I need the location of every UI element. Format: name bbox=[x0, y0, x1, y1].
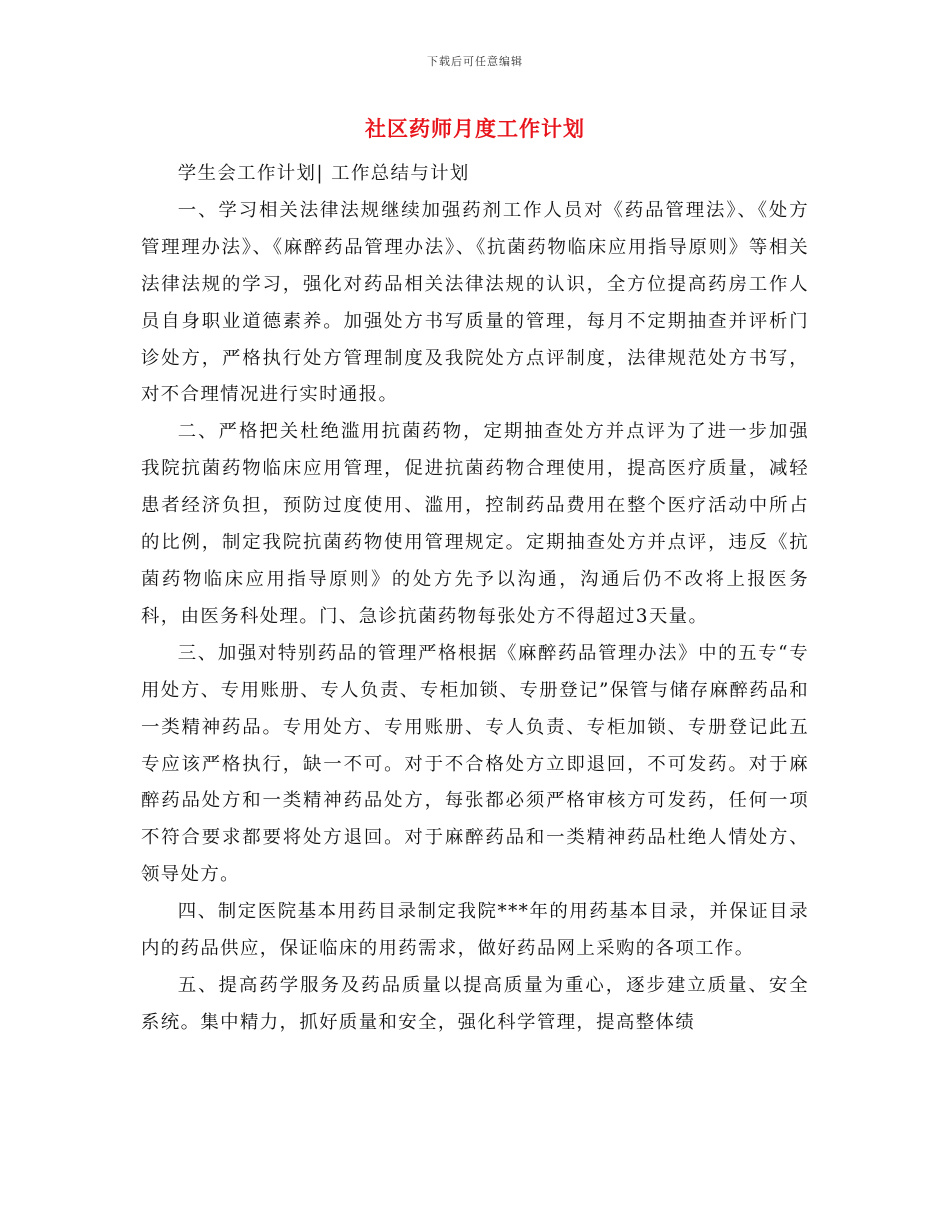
paragraph-category: 学生会工作计划| 工作总结与计划 bbox=[177, 163, 470, 184]
paragraph-3: 三、加强对特别药品的管理严格根据《麻醉药品管理办法》中的五专“专用处方、专用账册、专人负责、专柜加锁、专册登记”保管与储存麻醉药品和一类精神药品。专用处方、专用账册、专人负责、专柜加锁、专册登记此五专应该严格执行，缺一不可。对于不合格处方立即退回，不可发药。对于麻醉药品处方和一类精神药品处方，每张都必须严格审核方可发药，任何一项不符合要求都要将处方退回。对于麻醉药品和一类精神药品杜绝人情处方、领导处方。 bbox=[141, 642, 809, 886]
document-body bbox=[141, 156, 809, 1042]
document-title: 社区药师月度工作计划 bbox=[365, 116, 585, 141]
paragraph-5: 五、提高药学服务及药品质量以提高质量为重心，逐步建立质量、安全系统。集中精力，抓好质量和安全，强化科学管理，提高整体绩 bbox=[141, 974, 809, 1033]
header-note: 下载后可任意编辑 bbox=[427, 55, 523, 68]
paragraph-2: 二、严格把关杜绝滥用抗菌药物，定期抽查处方并点评为了进一步加强我院抗菌药物临床应用管理，促进抗菌药物合理使用，提高医疗质量，减轻患者经济负担，预防过度使用、滥用，控制药品费用在整个医疗活动中所占的比例，制定我院抗菌药物使用管理规定。定期抽查处方并点评，违反《抗菌药物临床应用指导原则》的处方先予以沟通，沟通后仍不改将上报医务科，由医务科处理。门、急诊抗菌药物每张处方不得超过3天量。 bbox=[141, 421, 809, 627]
paragraph-4: 四、制定医院基本用药目录制定我院***年的用药基本目录，并保证目录内的药品供应，保证临床的用药需求，做好药品网上采购的各项工作。 bbox=[141, 901, 809, 960]
paragraph-1: 一、学习相关法律法规继续加强药剂工作人员对《药品管理法》、《处方管理理办法》、《麻醉药品管理办法》、《抗菌药物临床应用指导原则》等相关法律法规的学习，强化对药品相关法律法规的认识，全方位提高药房工作人员自身职业道德素养。加强处方书写质量的管理，每月不定期抽查并评析门诊处方，严格执行处方管理制度及我院处方点评制度，法律规范处方书写，对不合理情况进行实时通报。 bbox=[141, 199, 809, 406]
